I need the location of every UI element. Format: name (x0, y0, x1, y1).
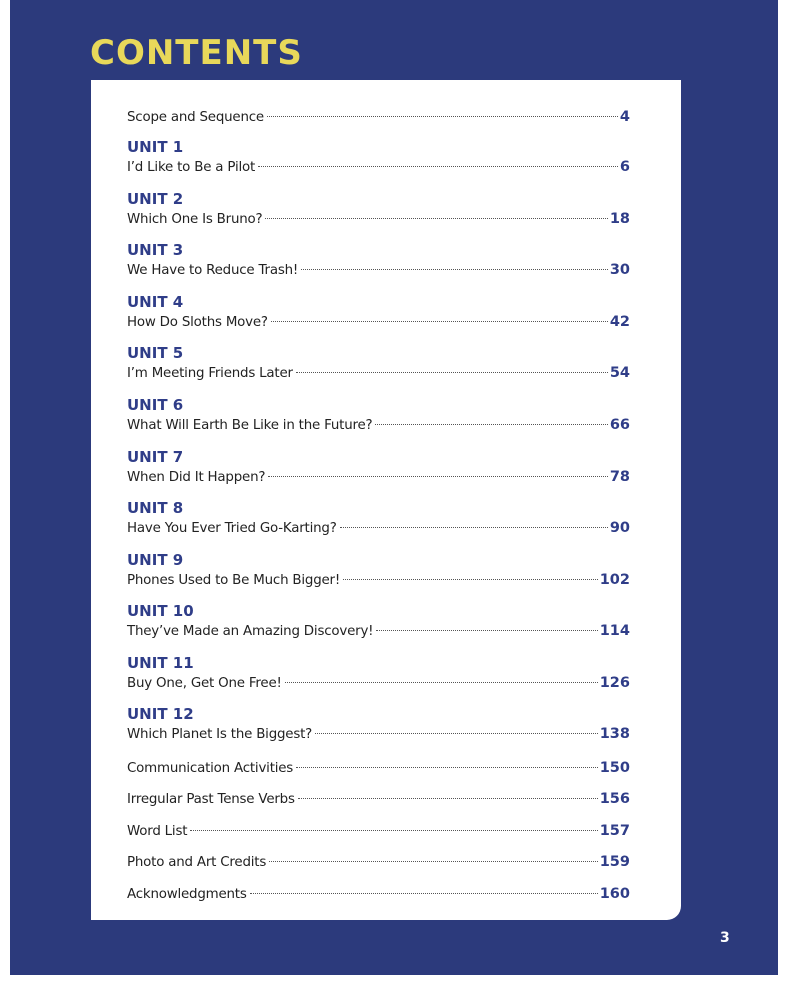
toc-row (127, 852, 630, 872)
toc-row (127, 673, 630, 693)
entry-title: Word List (127, 824, 188, 839)
unit-heading: UNIT 9 (127, 551, 184, 569)
dot-leader (315, 733, 598, 734)
toc-row (127, 518, 630, 538)
dot-leader (258, 166, 618, 167)
entry-title: What Will Earth Be Like in the Future? (127, 418, 373, 433)
toc-entry (127, 852, 630, 872)
entry-page-number: 66 (609, 417, 630, 433)
toc-row (127, 363, 630, 383)
toc-entry (127, 551, 630, 590)
toc-entry (127, 293, 630, 332)
dot-leader (296, 372, 608, 373)
unit-heading: UNIT 8 (127, 499, 184, 517)
toc-entry (127, 138, 630, 177)
unit-heading: UNIT 2 (127, 190, 184, 208)
entry-title: Buy One, Get One Free! (127, 676, 282, 691)
entry-title: Scope and Sequence (127, 110, 264, 125)
dot-leader (268, 476, 608, 477)
dot-leader (298, 798, 598, 799)
toc-entry (127, 241, 630, 280)
entry-page-number: 159 (599, 854, 630, 870)
entry-page-number: 102 (599, 572, 630, 588)
entry-page-number: 160 (599, 886, 630, 902)
dot-leader (271, 321, 608, 322)
unit-heading: UNIT 4 (127, 293, 184, 311)
toc-row (127, 789, 630, 809)
entry-title: When Did It Happen? (127, 470, 266, 485)
entry-page-number: 54 (609, 365, 630, 381)
page-number: 3 (720, 930, 730, 946)
unit-heading: UNIT 3 (127, 241, 184, 259)
toc-row (127, 570, 630, 590)
toc-entry (127, 789, 630, 809)
toc-row (127, 621, 630, 641)
unit-heading: UNIT 6 (127, 396, 184, 414)
entry-page-number: 150 (599, 760, 630, 776)
entry-page-number: 90 (609, 520, 630, 536)
toc-row (127, 157, 630, 177)
entry-page-number: 78 (609, 469, 630, 485)
entry-title: I’m Meeting Friends Later (127, 366, 293, 381)
toc-row (127, 724, 630, 744)
entry-title: How Do Sloths Move? (127, 315, 268, 330)
toc-row (127, 260, 630, 280)
toc-entry (127, 499, 630, 538)
entry-page-number: 30 (609, 262, 630, 278)
dot-leader (343, 579, 598, 580)
entry-title: Acknowledgments (127, 887, 247, 902)
toc-row (127, 107, 630, 127)
toc-entry (127, 190, 630, 229)
dot-leader (269, 861, 598, 862)
unit-heading: UNIT 11 (127, 654, 194, 672)
toc-row (127, 467, 630, 487)
toc-entry (127, 344, 630, 383)
toc-entry (127, 107, 630, 127)
entry-page-number: 6 (619, 159, 630, 175)
entry-page-number: 138 (599, 726, 630, 742)
entry-title: Photo and Art Credits (127, 855, 267, 870)
entry-title: Which Planet Is the Biggest? (127, 727, 313, 742)
toc-entry (127, 821, 630, 841)
unit-heading: UNIT 12 (127, 705, 194, 723)
page-title: CONTENTS (90, 33, 303, 73)
toc-entry (127, 396, 630, 435)
toc-row (127, 209, 630, 229)
entry-title: I’d Like to Be a Pilot (127, 160, 256, 175)
entry-title: We Have to Reduce Trash! (127, 263, 299, 278)
toc-entry (127, 448, 630, 487)
dot-leader (250, 893, 598, 894)
toc-entry (127, 758, 630, 778)
dot-leader (285, 682, 598, 683)
entry-title: Have You Ever Tried Go-Karting? (127, 521, 337, 536)
entry-page-number: 18 (609, 211, 630, 227)
toc-entry (127, 884, 630, 904)
unit-heading: UNIT 7 (127, 448, 184, 466)
toc-row (127, 758, 630, 778)
toc-row (127, 884, 630, 904)
entry-page-number: 114 (599, 623, 630, 639)
toc-row (127, 415, 630, 435)
entry-title: Communication Activities (127, 761, 294, 776)
entry-page-number: 157 (599, 823, 630, 839)
dot-leader (190, 830, 597, 831)
toc-entry (127, 705, 630, 744)
unit-heading: UNIT 1 (127, 138, 184, 156)
toc-row (127, 312, 630, 332)
unit-heading: UNIT 10 (127, 602, 194, 620)
entry-title: Which One Is Bruno? (127, 212, 263, 227)
dot-leader (375, 424, 607, 425)
dot-leader (265, 218, 607, 219)
entry-page-number: 4 (619, 109, 630, 125)
unit-heading: UNIT 5 (127, 344, 184, 362)
entry-page-number: 156 (599, 791, 630, 807)
dot-leader (267, 116, 618, 117)
entry-title: Phones Used to Be Much Bigger! (127, 573, 341, 588)
entry-page-number: 42 (609, 314, 630, 330)
dot-leader (296, 767, 598, 768)
entry-page-number: 126 (599, 675, 630, 691)
toc-entry (127, 654, 630, 693)
entry-title: They’ve Made an Amazing Discovery! (127, 624, 374, 639)
toc-entry (127, 602, 630, 641)
dot-leader (376, 630, 597, 631)
dot-leader (301, 269, 608, 270)
toc-row (127, 821, 630, 841)
entry-title: Irregular Past Tense Verbs (127, 792, 295, 807)
dot-leader (340, 527, 608, 528)
